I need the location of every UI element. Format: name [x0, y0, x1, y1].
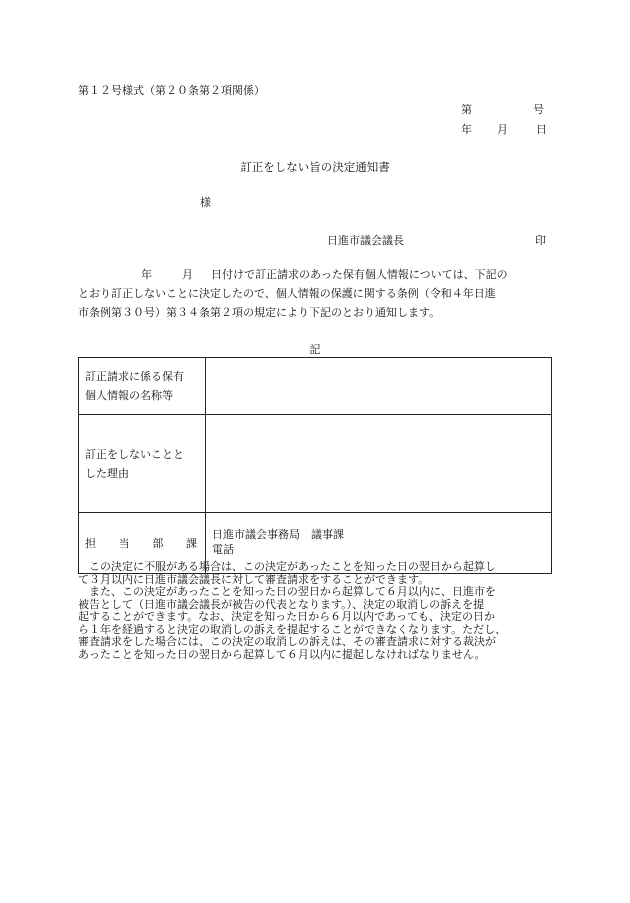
note-line: 審査請求をした場合には、この決定の取消しの訴えは、その審査請求に対する裁決が — [78, 635, 496, 648]
date-month: 月 — [497, 123, 508, 136]
table-row — [79, 415, 552, 513]
reason-label-line-2: した理由 — [85, 466, 129, 480]
document-title: 訂正をしない旨の決定通知書 — [240, 160, 390, 174]
note-line: て３月以内に日進市議会議長に対して審査請求をすることができます。 — [78, 572, 430, 586]
department-label-char: 担 — [85, 536, 96, 550]
department-name: 日進市議会事務局 議事課 — [212, 528, 344, 541]
date-year: 年 — [461, 123, 472, 136]
notes-section — [78, 561, 554, 661]
info-name-label — [79, 358, 206, 415]
body-month: 月 — [182, 268, 193, 281]
document-number-prefix: 第 — [461, 103, 472, 116]
note-line: 起することができます。なお、決定を知った日から６月以内であっても、決定の日か — [78, 610, 496, 623]
body-line-1 — [78, 265, 548, 284]
note-line: 被告として（日進市議会議長が被告の代表となります。）、決定の取消しの訴えを提 — [78, 597, 485, 611]
info-name-label-line-2: 個人情報の名称等 — [85, 389, 173, 402]
reason-value — [206, 415, 552, 513]
note-line: ら１年を経過すると決定の取消しの訴えを提起することができなくなります。ただし、 — [78, 622, 507, 636]
info-name-label-line-1: 訂正請求に係る保有 — [85, 370, 184, 383]
document-number-suffix: 号 — [533, 103, 544, 116]
ki-heading: 記 — [309, 343, 321, 356]
reason-label-line-1: 訂正をしないことと — [85, 447, 184, 461]
sender-name: 日進市議会議長 — [327, 234, 404, 247]
record-table — [78, 357, 552, 574]
note-line: また、この決定があったことを知った日の翌日から起算して６月以内に、日進市を — [78, 585, 496, 598]
note-line: この決定に不服がある場合は、この決定があったことを知った日の翌日から起算し — [78, 560, 496, 573]
reason-label — [79, 415, 206, 513]
body-line-2: とおり訂正しないことに決定したので、個人情報の保護に関する条例（令和４年日進 — [78, 287, 496, 300]
department-label-char: 当 — [118, 536, 130, 550]
info-name-value — [206, 358, 552, 415]
department-label-char: 課 — [185, 536, 197, 550]
form-number: 第１２号様式（第２０条第２項関係） — [78, 84, 265, 97]
note-line: あったことを知った日の翌日から起算して６月以内に提起しなければなりません。 — [78, 647, 486, 661]
seal-mark: 印 — [535, 234, 546, 247]
date-day: 日 — [536, 123, 547, 136]
department-phone-label: 電話 — [212, 543, 234, 556]
body-line-1-text: 日付けで訂正請求のあった保有個人情報については、下記の — [211, 268, 508, 281]
body-paragraph — [78, 265, 548, 322]
table-row — [79, 358, 552, 415]
body-year: 年 — [141, 268, 152, 281]
recipient-honorific: 様 — [200, 196, 211, 209]
department-label-char: 部 — [152, 536, 164, 550]
body-line-3: 市条例第３０号）第３４条第２項の規定により下記のとおり通知します。 — [78, 306, 441, 319]
